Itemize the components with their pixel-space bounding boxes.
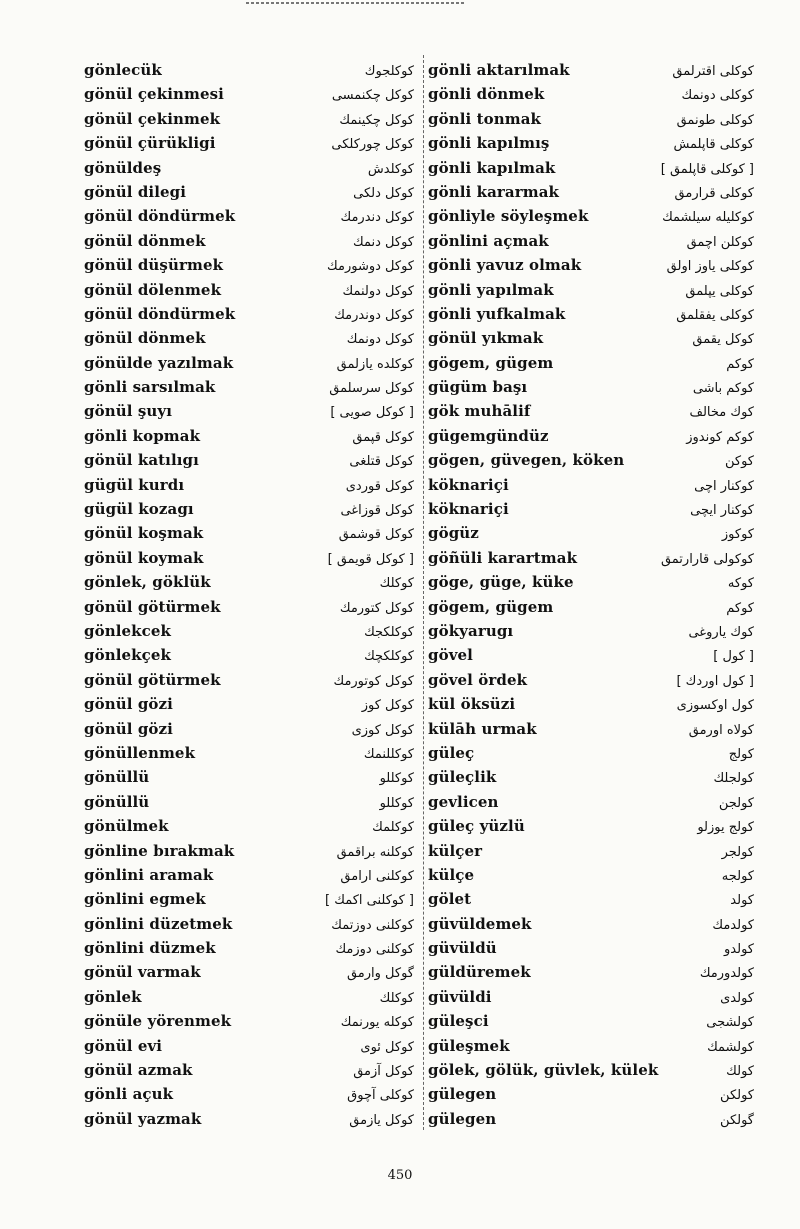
entry-headword: gönüllenmek — [84, 743, 196, 762]
entry-headword: gövel ördek — [428, 670, 528, 689]
dictionary-entry — [428, 863, 754, 887]
entry-headword: gevlicen — [428, 792, 499, 811]
entry-headword: gönül götürmek — [84, 670, 221, 689]
entry-arabic-script: كوكل چكنمسى — [331, 88, 414, 104]
dictionary-entry — [428, 570, 754, 594]
entry-headword: gönlini düzmek — [84, 939, 216, 958]
entry-arabic-script: كولدى — [720, 990, 754, 1006]
entry-arabic-script: كوكل دوشورمك — [327, 259, 414, 275]
entry-arabic-script: كوكل ئوى — [360, 1039, 414, 1055]
dictionary-entry — [84, 156, 414, 180]
dictionary-entry — [84, 985, 414, 1009]
entry-headword: gönlecük — [84, 61, 162, 79]
entry-arabic-script: كوكل كوزى — [351, 722, 414, 738]
entry-headword: gönli kapılmak — [428, 158, 556, 177]
entry-headword: gönül çürükligi — [84, 134, 216, 153]
entry-headword: gövel — [428, 646, 473, 665]
entry-headword: külçer — [428, 841, 483, 860]
entry-headword: gönül varmak — [84, 963, 201, 982]
dictionary-entry — [84, 229, 414, 253]
entry-arabic-script: كوكلى آچوق — [347, 1088, 414, 1104]
dictionary-entry — [428, 326, 754, 350]
entry-arabic-script: كولشمك — [707, 1039, 754, 1055]
dictionary-entry — [428, 58, 754, 82]
entry-headword: gölek, gölük, güvlek, külek — [428, 1061, 659, 1080]
entry-headword: gönlini açmak — [428, 231, 549, 250]
dictionary-entry — [84, 643, 414, 667]
entry-headword: güldüremek — [428, 963, 531, 982]
dictionary-entry — [84, 546, 414, 570]
entry-arabic-script: كولجه — [721, 868, 754, 884]
entry-arabic-script: كوكنار اچى — [694, 478, 754, 494]
entry-arabic-script: كوكليله سيلشمك — [662, 210, 754, 226]
right-column — [428, 58, 754, 1131]
entry-arabic-script: كوكم — [726, 600, 754, 616]
dictionary-entry — [84, 107, 414, 131]
entry-headword: gülegen — [428, 1109, 497, 1128]
dictionary-entry — [84, 424, 414, 448]
entry-arabic-script: كوكل دولنمك — [342, 283, 414, 299]
entry-headword: gönli tonmak — [428, 109, 542, 128]
entry-headword: gönül evi — [84, 1036, 163, 1055]
entry-arabic-script: كوكلجوك — [364, 64, 414, 79]
entry-arabic-script: كوكنار ايچى — [690, 503, 754, 519]
dictionary-entry — [428, 180, 754, 204]
dictionary-entry — [84, 253, 414, 277]
entry-headword: gögem, gügem — [428, 597, 554, 616]
entry-arabic-script: كوكل قوزاغى — [340, 503, 414, 519]
entry-headword: gönül çekinmesi — [84, 85, 224, 104]
dictionary-entry — [428, 204, 754, 228]
entry-arabic-script: كوكلى قرارمق — [674, 185, 754, 201]
dictionary-entry — [84, 936, 414, 960]
dictionary-entry — [84, 351, 414, 375]
entry-headword: gönül azmak — [84, 1061, 193, 1080]
entry-arabic-script: كوكل قوردى — [345, 478, 414, 494]
dictionary-entry — [84, 448, 414, 472]
dictionary-entry — [428, 1082, 754, 1106]
entry-headword: güleçlik — [428, 768, 497, 787]
entry-headword: gönli aktarılmak — [428, 61, 570, 79]
entry-arabic-script: كوكل كوتورمك — [333, 673, 414, 689]
dictionary-entry — [428, 668, 754, 692]
entry-arabic-script: كوكلى يفقلمق — [676, 307, 754, 323]
dictionary-entry — [84, 82, 414, 106]
entry-headword: güvüldi — [428, 987, 492, 1006]
dictionary-entry — [428, 278, 754, 302]
entry-arabic-script: كوكلى ياوز اولق — [666, 259, 754, 275]
entry-arabic-script: كوكلكجك — [364, 624, 414, 640]
entry-arabic-script: كوكل كتورمك — [339, 600, 414, 616]
dictionary-entry — [428, 1107, 754, 1131]
dictionary-entry — [428, 1034, 754, 1058]
entry-arabic-script: [ كوكلى قاپلمق ] — [660, 161, 754, 177]
entry-arabic-script: كوكلك — [379, 576, 414, 592]
entry-headword: kül öksüzi — [428, 695, 516, 714]
entry-headword: gönline bırakmak — [84, 841, 235, 860]
entry-arabic-script: كوكل قتلغى — [349, 454, 414, 470]
entry-headword: gönlekçek — [84, 646, 172, 665]
entry-arabic-script: كوكلكچك — [364, 649, 414, 665]
entry-headword: gönlek — [84, 987, 142, 1006]
entry-headword: gönli kopmak — [84, 426, 201, 445]
dictionary-entry — [84, 765, 414, 789]
entry-arabic-script: كولدورمك — [699, 966, 754, 982]
entry-headword: gönül döndürmek — [84, 207, 236, 226]
dictionary-entry — [84, 717, 414, 741]
dictionary-entry — [428, 1058, 754, 1082]
entry-headword: gönüllü — [84, 792, 150, 811]
entry-headword: gönli yavuz olmak — [428, 256, 582, 275]
entry-headword: gönül yıkmak — [428, 329, 544, 348]
entry-arabic-script: كوكلى يپلمق — [685, 283, 754, 299]
entry-arabic-script: [ كول اوردك ] — [676, 673, 754, 689]
entry-headword: gönül döndürmek — [84, 304, 236, 323]
entry-arabic-script: كوكلدش — [367, 161, 414, 177]
dictionary-entry — [84, 668, 414, 692]
dictionary-entry — [84, 887, 414, 911]
entry-arabic-script: كوكه — [727, 576, 754, 592]
entry-headword: güvüldü — [428, 939, 497, 958]
dictionary-entry — [428, 814, 754, 838]
entry-headword: gönüle yörenmek — [84, 1012, 232, 1031]
dictionary-entry — [428, 985, 754, 1009]
dictionary-entry — [428, 790, 754, 814]
entry-arabic-script: كوك ياروغى — [688, 624, 754, 640]
entry-arabic-script: كوكل دنمك — [353, 234, 414, 250]
entry-headword: gönül dilegi — [84, 182, 187, 201]
dictionary-entry — [84, 839, 414, 863]
column-divider — [423, 55, 425, 1130]
entry-headword: gönül götürmek — [84, 597, 221, 616]
dictionary-entry — [84, 1082, 414, 1106]
entry-headword: göge, güge, küke — [428, 573, 574, 592]
entry-arabic-script: كولاه اورمق — [688, 722, 754, 738]
entry-headword: külāh urmak — [428, 719, 537, 738]
entry-headword: gönli kararmak — [428, 182, 560, 201]
entry-headword: güleç — [428, 743, 475, 762]
entry-arabic-script: كوكلى دونمك — [681, 88, 754, 104]
entry-arabic-script: كولج يوزلو — [697, 820, 754, 836]
dictionary-entry — [428, 839, 754, 863]
entry-arabic-script: كوكللو — [379, 771, 414, 787]
entry-arabic-script: كولكن — [720, 1088, 754, 1104]
entry-headword: köknariçi — [428, 475, 509, 494]
entry-arabic-script: كوكل سرسلمق — [329, 381, 414, 397]
dictionary-entry — [84, 399, 414, 423]
entry-arabic-script: كولجر — [721, 844, 754, 860]
entry-headword: gönlini aramak — [84, 865, 214, 884]
entry-headword: gönli kapılmış — [428, 134, 550, 153]
entry-headword: güleşci — [428, 1012, 489, 1031]
entry-arabic-script: كوكللو — [379, 795, 414, 811]
dictionary-entry — [84, 692, 414, 716]
dictionary-entry — [428, 717, 754, 741]
dictionary-entry — [84, 863, 414, 887]
entry-arabic-script: كولد — [730, 893, 754, 909]
dictionary-entry — [428, 497, 754, 521]
dictionary-entry — [428, 546, 754, 570]
dictionary-entry — [84, 570, 414, 594]
dictionary-entry — [428, 229, 754, 253]
entry-headword: güleşmek — [428, 1036, 510, 1055]
entry-headword: gügüm başı — [428, 378, 528, 397]
entry-headword: gökyarugı — [428, 621, 514, 640]
entry-arabic-script: كوكم — [726, 356, 754, 372]
entry-headword: gönlini düzetmek — [84, 914, 233, 933]
entry-arabic-script: كوكلمك — [372, 820, 414, 836]
entry-headword: gönli dönmek — [428, 85, 545, 104]
header-rule — [246, 2, 466, 4]
entry-headword: gök muhālif — [428, 402, 531, 421]
dictionary-entry — [428, 375, 754, 399]
dictionary-entry — [428, 960, 754, 984]
entry-headword: gülegen — [428, 1085, 497, 1104]
entry-arabic-script: كوكل قپمق — [352, 429, 414, 445]
entry-arabic-script: كوكن — [725, 454, 754, 470]
dictionary-entry — [428, 912, 754, 936]
entry-headword: gönül dönmek — [84, 329, 206, 348]
dictionary-entry — [84, 473, 414, 497]
entry-headword: gönül koşmak — [84, 524, 204, 543]
entry-headword: gönül dölenmek — [84, 280, 222, 299]
entry-headword: gönül koymak — [84, 548, 204, 567]
entry-headword: gügül kozagı — [84, 500, 194, 519]
entry-arabic-script: كولجن — [718, 795, 754, 811]
entry-arabic-script: كولدمك — [712, 917, 754, 933]
entry-arabic-script: كولجلك — [713, 771, 754, 787]
entry-arabic-script: كوكلنه براقمق — [336, 844, 414, 860]
dictionary-entry — [84, 204, 414, 228]
entry-headword: gönli yufkalmak — [428, 304, 566, 323]
entry-headword: gönülde yazılmak — [84, 353, 234, 372]
dictionary-entry — [84, 302, 414, 326]
entry-headword: gönül dönmek — [84, 231, 206, 250]
entry-arabic-script: كوكللنمك — [363, 746, 414, 762]
entry-headword: güvüldemek — [428, 914, 532, 933]
entry-headword: gönüllü — [84, 768, 150, 787]
dictionary-entry — [428, 692, 754, 716]
dictionary-entry — [428, 473, 754, 497]
dictionary-entry — [84, 790, 414, 814]
entry-headword: güleç yüzlü — [428, 817, 525, 836]
dictionary-entry — [428, 424, 754, 448]
dictionary-entry — [428, 156, 754, 180]
dictionary-entry — [428, 765, 754, 789]
dictionary-entry — [428, 936, 754, 960]
entry-headword: gönli sarsılmak — [84, 378, 216, 397]
dictionary-entry — [428, 741, 754, 765]
entry-arabic-script: [ كوكل صويى ] — [330, 405, 414, 421]
dictionary-entry — [428, 887, 754, 911]
entry-headword: gönül yazmak — [84, 1109, 202, 1128]
entry-headword: gönül şuyı — [84, 402, 172, 421]
dictionary-entry — [428, 399, 754, 423]
entry-arabic-script: كوكل دونمك — [346, 332, 414, 348]
entry-headword: gölet — [428, 890, 472, 909]
entry-arabic-script: [ كول ] — [713, 649, 754, 665]
entry-arabic-script: كوكلى طونمق — [676, 112, 754, 128]
dictionary-entry — [428, 107, 754, 131]
entry-headword: gönül düşürmek — [84, 256, 224, 275]
entry-arabic-script: كوك مخالف — [689, 405, 754, 421]
dictionary-entry — [428, 643, 754, 667]
entry-arabic-script: كوكل قوشمق — [338, 527, 414, 543]
left-column — [84, 58, 414, 1131]
page-number: 450 — [387, 1168, 413, 1183]
dictionary-entry — [428, 1009, 754, 1033]
entry-headword: gönül gözi — [84, 695, 173, 714]
dictionary-entry — [84, 180, 414, 204]
entry-arabic-script: كوكل دلكى — [353, 185, 414, 201]
entry-arabic-script: كوكلنى دوزمك — [335, 942, 414, 958]
dictionary-entry — [84, 326, 414, 350]
entry-arabic-script: كول اوكسوزى — [676, 698, 754, 714]
entry-arabic-script: كوكلنى دوزتمك — [331, 917, 414, 933]
entry-arabic-script: گولكن — [720, 1112, 754, 1128]
entry-headword: gönliyle söyleşmek — [428, 207, 589, 226]
dictionary-entry — [84, 1034, 414, 1058]
entry-arabic-script: كوكوز — [721, 527, 754, 543]
entry-headword: gönli yapılmak — [428, 280, 554, 299]
entry-headword: gönülmek — [84, 817, 169, 836]
entry-arabic-script: كوكلن اچمق — [686, 234, 754, 250]
entry-arabic-script: كوكل يقمق — [692, 332, 754, 348]
entry-arabic-script: [ كوكل قويمق ] — [327, 551, 414, 567]
entry-arabic-script: كوكلك — [379, 990, 414, 1006]
entry-arabic-script: كوكولى قارارتمق — [660, 551, 754, 567]
dictionary-entry — [84, 912, 414, 936]
entry-arabic-script: كوكل چوركلكى — [331, 137, 414, 153]
entry-headword: gönlek, göklük — [84, 573, 211, 592]
entry-headword: gönül çekinmek — [84, 109, 221, 128]
entry-arabic-script: كولشجى — [706, 1015, 754, 1031]
dictionary-entry — [428, 131, 754, 155]
dictionary-entry — [428, 302, 754, 326]
entry-arabic-script: كولك — [726, 1064, 754, 1080]
entry-arabic-script: كوكلنى ارامق — [340, 868, 414, 884]
dictionary-entry — [84, 814, 414, 838]
entry-arabic-script: كوكل كوز — [361, 698, 414, 714]
entry-headword: gügemgündüz — [428, 426, 549, 445]
entry-arabic-script: كوكل يازمق — [349, 1112, 414, 1128]
entry-arabic-script: كوكم كوندوز — [686, 429, 754, 445]
dictionary-entry — [84, 375, 414, 399]
entry-arabic-script: كوكله يورنمك — [340, 1015, 414, 1031]
entry-arabic-script: كوكل آزمق — [353, 1064, 414, 1080]
dictionary-entry — [84, 1107, 414, 1131]
entry-arabic-script: كولج — [728, 746, 754, 762]
entry-arabic-script: كوكل چكينمك — [339, 112, 414, 128]
dictionary-entry — [84, 278, 414, 302]
dictionary-entry — [84, 960, 414, 984]
dictionary-entry — [428, 448, 754, 472]
entry-arabic-script: كوكل دوندرمك — [334, 307, 414, 323]
entry-arabic-script: كوكلى اقترلمق — [672, 64, 754, 79]
entry-headword: gönül katılıgı — [84, 451, 199, 470]
dictionary-entry — [428, 521, 754, 545]
entry-headword: köknariçi — [428, 500, 509, 519]
entry-headword: gönli açuk — [84, 1085, 174, 1104]
entry-headword: gönüldeş — [84, 158, 162, 177]
dictionary-entry — [428, 82, 754, 106]
dictionary-entry — [84, 1058, 414, 1082]
entry-headword: gügül kurdı — [84, 475, 185, 494]
entry-headword: göñüli karartmak — [428, 548, 578, 567]
entry-headword: gögem, gügem — [428, 353, 554, 372]
entry-arabic-script: كوكلده يازلمق — [336, 356, 414, 372]
dictionary-entry — [84, 131, 414, 155]
dictionary-entry — [84, 741, 414, 765]
dictionary-entry — [428, 619, 754, 643]
entry-arabic-script: گوكل وارمق — [346, 966, 414, 982]
dictionary-entry — [84, 619, 414, 643]
dictionary-entry — [428, 595, 754, 619]
entry-arabic-script: كوكل دندرمك — [340, 210, 414, 226]
dictionary-entry — [428, 351, 754, 375]
dictionary-entry — [428, 253, 754, 277]
entry-arabic-script: كوكلى قاپلمش — [673, 137, 754, 153]
entry-arabic-script: كولدو — [724, 942, 754, 958]
entry-headword: külçe — [428, 865, 475, 884]
dictionary-entry — [84, 58, 414, 82]
entry-arabic-script: [ كوكلنى اكمك ] — [325, 893, 414, 909]
dictionary-entry — [84, 595, 414, 619]
entry-headword: gögen, güvegen, köken — [428, 451, 625, 470]
dictionary-entry — [84, 1009, 414, 1033]
entry-headword: gönül gözi — [84, 719, 173, 738]
entry-headword: gönlini egmek — [84, 890, 206, 909]
entry-headword: gönlekcek — [84, 621, 172, 640]
dictionary-entry — [84, 497, 414, 521]
dictionary-entry — [84, 521, 414, 545]
entry-arabic-script: كوكم باشى — [692, 381, 754, 397]
entry-headword: gögüz — [428, 524, 479, 543]
